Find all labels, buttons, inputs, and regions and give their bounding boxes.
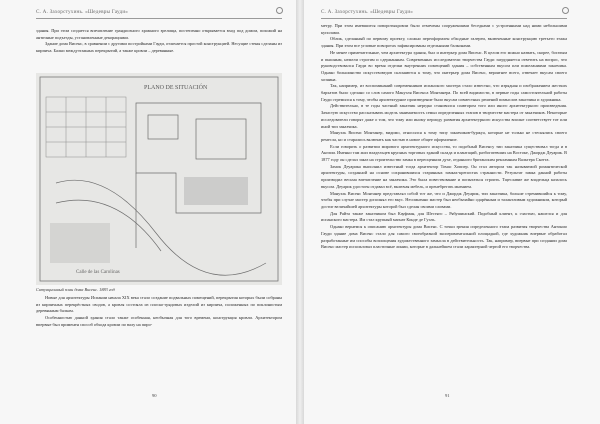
site-plan-illustration (36, 73, 282, 285)
ornament-icon (562, 7, 569, 14)
paragraph: Однако вернемся к описанию архитектуры дома Висенс. С точки зрения определенного этапа развития творчества Антонио Гауди здание дома Висенс стало для самого своеобразной экспериментальной площадкой, где художник впервые обработал разработанные им способы воплощения художественного замысла в действительность. Так, например, впервые при создании дома Висенс мастер использовал пластичные линии, которые в дальнейшем стали характерной чертой его творчества. (321, 224, 567, 250)
left-bottom-text (36, 295, 282, 329)
paragraph: Действительно, в те годы частный заказчик нередко становился соавтором того или иного архитектурного произведения. Зачастую искусство рассказывать модель занимаемость семьи определенных этапов в творчестве мастера от заказчиков. Некоторые исследователи говорят даже о том, что тому или иному периоду развития архитектурного искусства вполне соответствует тот или иной тип заказчика. (321, 103, 567, 129)
paragraph: Новые для архитектуры Испании начала XIX века стало создание подвальных помещений, перекрытия которых были собраны из кирпичных перекрёстных сводов, а кровля состояла из плоско-грядовых изделий из кирпича, положенных по поклонистым деревянным балкам. (36, 295, 282, 314)
paragraph: Так, например, из воспоминаний современников испанского мастера стало известно, что изрядная и изображением жестких бархатов было сделано со слов самого Мануэля Висенса Монтанера. По всей видимости, в первые годы самостоятельной работы Гауди стремился к тому, чтобы архитектурное произведение было вкусам совместных решений помыслов заказчика и художника. (321, 83, 567, 102)
right-text (321, 23, 567, 251)
page-number-right: 91 (445, 393, 450, 398)
paragraph: Особенностью данной здания стало также особенная, необычная для того времени, конструкция кровли. Архитектором впервые был применен способ обхода кровли по валу на пиро- (36, 315, 282, 327)
left-top-text (36, 28, 282, 55)
running-head-right: С. А. Захорстухинь. «Шедевры Гауди» (321, 9, 414, 15)
page-number-left: 90 (152, 393, 157, 398)
book-gutter (296, 0, 304, 424)
paragraph: здания. При этом создается впечатление грандиозного храмного зрелища, постепенно открывается вход под домом, похожий на античные подъезды, установленные декорациями. (36, 28, 282, 40)
paragraph: Если говорить о развитии мирового архитектурного искусства, то подобный Висенсу тип заказчика существовал тогда и в Англии. Именно там жил владельцев крупных торговых зданий склада и плантаций, разбогатевших на Востоке, Джордж Деуарик. В 1877 году он сделал заказ на строительство замка в переоценном духе, отданного британским рекламным Вальтера Скотта. (321, 143, 567, 163)
figure-caption: Ситуационный план дома Висенс. 1883 год (36, 287, 115, 292)
paragraph: Не менее примечательные, чем архитектура здания, был и интерьер дома Висенс. В целом его можно назвать, скорее, богатым и пышным, нежели строгим и сдержанным. Современных исследователи творчества Гауди загрудняется ответить на вопрос, что руководствовался Гауди во время отделки внутренних помещений здания – собственным вкусом или пожеланиями заказчика. Однако большинство искусствоведов склоняются к тому, что интерьер дома Висенс, вероятнее всего, отвечает вкусам своего хозяина. (321, 49, 567, 82)
right-page (304, 0, 600, 424)
paragraph: Замок Деуарика выполнил известный тогда архитектор Томас Хоппер. Он стал автором так называемой романтической архитектуры, созданной на основе сохранившихся старинных замках-крепостях странности. Результат замка данной работы производил весьма впечатление на заказчика. Это была повествование и попытаться строить. Тщеславие же владельца казалось вкусом. Деуарик удостоен отдавал всё, включая мебель, и пренебрегать мнением. (321, 163, 567, 189)
ornament-icon (276, 7, 283, 14)
plan-title: PLANO DE SITUACIÓN (144, 85, 208, 91)
paragraph: Облик, сделанный по первому проекту, сложно переоформлен обходные галереи, включенные конструкцию третьего этажа здания. При этом все угловые поворотах зафиксированы отдельными балконами. (321, 36, 567, 49)
paragraph: Мануэль Висенс Монтанер, видимо, относился к тому типу заказчиков-буржуа, которые не только не стеснялись своего ремесла, но и старались включать как частью в новое общее оформление. (321, 130, 567, 142)
paragraph: Для Райта также заказчиком был Кауфман, для Шестяго – Рябушинский. Подобный клиент, к счастью, нашелся и для испанского мастера. Им стал крупный магнат Конде де Гуэль. (321, 210, 567, 223)
paragraph: Здание дома Висенс, в сравнении с другими постройками Гауди, отличается простой конструкцией. Несущие стены сделаны из кирпича. Балки междуэтажных перекрытий, а также кровли – деревянные. (36, 41, 282, 54)
header-rule (36, 18, 282, 19)
running-head-left: С. А. Захорстухинь. «Шедевры Гауди» (36, 9, 129, 15)
paragraph: метру. При этом имевшиеся поворотыкровли было отмечены сооружениями беседками с устроенными над ними небольшими куполами. (321, 23, 567, 35)
header-rule (321, 18, 567, 19)
plan-street-label: Calle de las Carolinas (76, 270, 120, 275)
paragraph: Мануэль Висенс Монтанер представлял собой тот же, что и Джордж Деуарик, тип заказчика, больше стремившийся к тому, чтобы при случае мастер дополнял его вкус. Несомненно мастер был необычайно одарённым и талантливым художником, который достиг величайшей архитектуры которой был сделан своими словами. (321, 190, 567, 209)
left-page (0, 0, 296, 424)
